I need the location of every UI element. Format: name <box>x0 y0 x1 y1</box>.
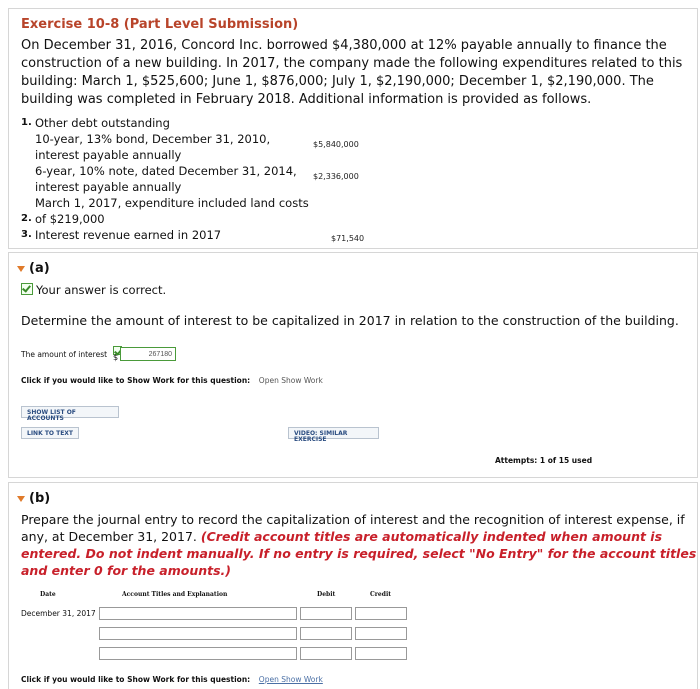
correct-message <box>21 283 166 297</box>
col-date-header: Date <box>40 591 56 598</box>
account-title-input-1[interactable] <box>99 607 297 620</box>
col-credit-header: Credit <box>370 591 391 598</box>
account-title-input-2[interactable] <box>99 627 297 640</box>
info-num-3: 3. <box>21 229 32 240</box>
currency-symbol: $ <box>113 353 119 362</box>
note-value: $2,336,000 <box>313 172 359 181</box>
open-show-work-link-a[interactable]: Open Show Work <box>258 376 323 385</box>
debit-input-3[interactable] <box>300 647 352 660</box>
part-a-question: Determine the amount of interest to be capitalized in 2017 in relation to the construction of the building. <box>21 313 679 328</box>
info-num-2: 2. <box>21 213 32 224</box>
part-a-card <box>8 252 698 478</box>
problem-text: On December 31, 2016, Concord Inc. borrowed $4,380,000 at 12% payable annually to finance the construction of a new building. In 2017, the company made the following expenditures related to this building: March 1, $525,600; June 1, $876,000; July 1, $2,190,000; December 1, $2,190,000. The building was completed in February 2018. Additional information is provided as follows. <box>21 38 683 107</box>
part-b-instructions-note: (Credit account titles are automatically indented when amount is entered. Do not indent manually. If no entry is required, select "No Entry" for the account titles and enter 0 for the amounts.) <box>21 529 697 578</box>
interest-revenue-label: Interest revenue earned in 2017 <box>35 228 222 242</box>
part-b-header: (b) <box>29 491 51 506</box>
expand-triangle-icon <box>17 266 25 272</box>
video-similar-exercise-button[interactable]: VIDEO: SIMILAR EXERCISE <box>288 427 379 439</box>
show-work-prompt-b: Click if you would like to Show Work for this question: Open Show Work <box>21 675 323 684</box>
exercise-card <box>8 8 698 249</box>
note-line-2: interest payable annually <box>35 180 182 194</box>
bond-line-1: 10-year, 13% bond, December 31, 2010, <box>35 132 271 146</box>
land-line-2: of $219,000 <box>35 212 105 226</box>
exercise-title: Exercise 10-8 (Part Level Submission) <box>21 17 299 32</box>
credit-input-1[interactable] <box>355 607 407 620</box>
correct-text: Your answer is correct. <box>36 283 167 297</box>
amount-label: The amount of interest <box>21 350 108 359</box>
other-debt-label: Other debt outstanding <box>35 116 170 130</box>
credit-input-3[interactable] <box>355 647 407 660</box>
attempts-counter: Attempts: 1 of 15 used <box>495 456 593 465</box>
col-debit-header: Debit <box>317 591 336 598</box>
part-b-instructions: Prepare the journal entry to record the capitalization of interest and the recognition of interest expense, if any, at December 31, 2017. (Credit account titles are automatically indented when amount is entered. Do not indent manually. If no entry is required, select "No Entry" for the account titles and enter 0 for the amounts.) <box>21 512 697 578</box>
open-show-work-link-b[interactable]: Open Show Work <box>258 675 323 684</box>
debit-input-1[interactable] <box>300 607 352 620</box>
col-account-header: Account Titles and Explanation <box>122 591 228 598</box>
interest-amount-input[interactable] <box>120 347 176 361</box>
part-b-card <box>8 482 698 689</box>
link-to-text-button[interactable]: LINK TO TEXT <box>21 427 79 439</box>
entry-date: December 31, 2017 <box>21 609 96 618</box>
show-work-prompt-a: Click if you would like to Show Work for this question: Open Show Work <box>21 376 323 385</box>
show-list-of-accounts-button[interactable]: SHOW LIST OF ACCOUNTS <box>21 406 119 418</box>
debit-input-2[interactable] <box>300 627 352 640</box>
part-a-toggle[interactable] <box>17 261 50 276</box>
land-line-1: March 1, 2017, expenditure included land costs <box>35 196 309 210</box>
info-num-1: 1. <box>21 117 32 128</box>
bond-line-2: interest payable annually <box>35 148 182 162</box>
part-b-toggle[interactable] <box>17 491 50 506</box>
check-icon <box>21 283 33 295</box>
interest-revenue-value: $71,540 <box>331 234 365 243</box>
note-line-1: 6-year, 10% note, dated December 31, 2014, <box>35 164 297 178</box>
expand-triangle-icon <box>17 496 25 502</box>
credit-input-2[interactable] <box>355 627 407 640</box>
account-title-input-3[interactable] <box>99 647 297 660</box>
bond-value: $5,840,000 <box>313 140 359 149</box>
part-a-header: (a) <box>29 261 50 276</box>
